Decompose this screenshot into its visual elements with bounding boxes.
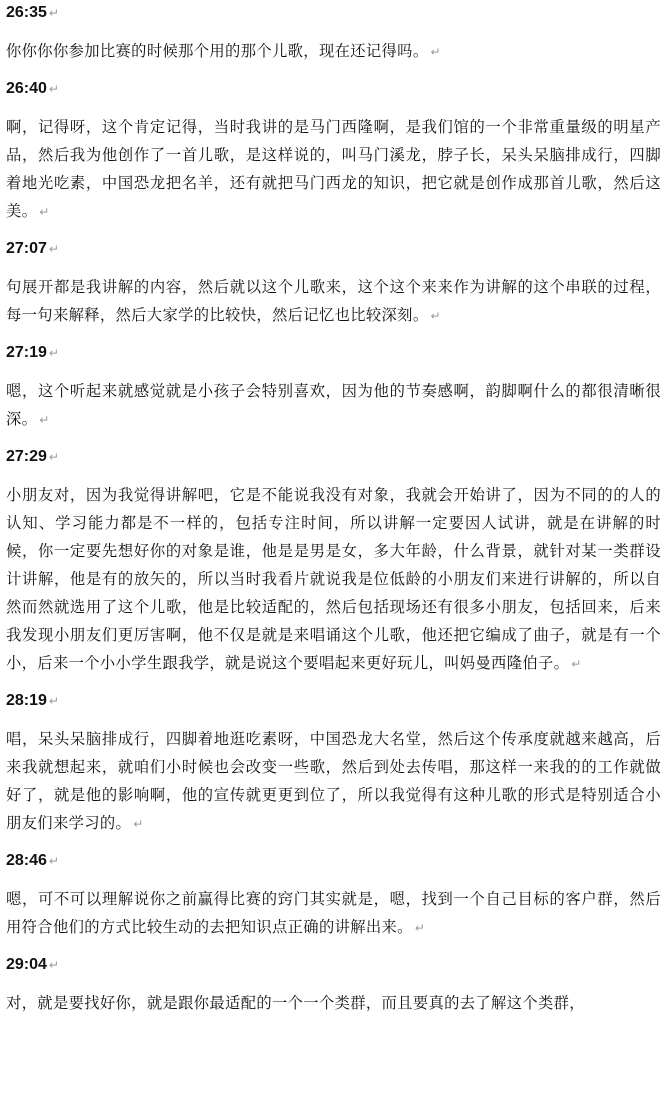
paragraph-mark-icon: ↵ [48, 82, 59, 96]
transcript-text-content: 唱，呆头呆脑排成行，四脚着地逛吃素呀，中国恐龙大名堂，然后这个传承度就越来越高，后来我就想起来，就咱们小时候也会改变一些歌，然后到处去传唱，那这样一来我的的工作就做好了，就是他的影响啊，他的宣传就更更到位了，所以我觉得有这种儿歌的形式是特别适合小朋友们来学习的。 [6, 730, 661, 832]
timestamp [6, 848, 661, 872]
paragraph-mark-icon: ↵ [48, 346, 59, 360]
transcript-text-content: 句展开都是我讲解的内容，然后就以这个儿歌来，这个这个来来作为讲解的这个串联的过程，每一句来解释，然后大家学的比较快，然后记忆也比较深刻。 [6, 278, 661, 324]
transcript-text [6, 113, 661, 226]
paragraph-mark-icon: ↵ [39, 413, 50, 427]
transcript-entry [6, 688, 661, 838]
transcript-text [6, 37, 661, 66]
timestamp-text: 27:19 [6, 344, 47, 361]
timestamp [6, 444, 661, 468]
timestamp [6, 952, 661, 976]
timestamp-text: 28:46 [6, 852, 47, 869]
paragraph-mark-icon: ↵ [48, 854, 59, 868]
transcript-text-content: 嗯，这个听起来就感觉就是小孩子会特别喜欢，因为他的节奏感啊，韵脚啊什么的都很清晰很深。 [6, 382, 661, 428]
paragraph-mark-icon: ↵ [571, 657, 582, 671]
transcript-entry [6, 952, 661, 1017]
transcript-text [6, 885, 661, 942]
timestamp-text: 28:19 [6, 692, 47, 709]
transcript-entry [6, 848, 661, 942]
timestamp-text: 26:35 [6, 4, 47, 21]
paragraph-mark-icon: ↵ [48, 6, 59, 20]
paragraph-mark-icon: ↵ [48, 694, 59, 708]
timestamp-text: 29:04 [6, 956, 47, 973]
transcript-entry [6, 340, 661, 434]
paragraph-mark-icon: ↵ [430, 309, 441, 323]
transcript-entry [6, 444, 661, 678]
paragraph-mark-icon: ↵ [48, 958, 59, 972]
timestamp [6, 688, 661, 712]
timestamp [6, 76, 661, 100]
timestamp [6, 340, 661, 364]
transcript-text [6, 725, 661, 838]
transcript-entry [6, 236, 661, 330]
transcript-text [6, 377, 661, 434]
transcript-entry [6, 76, 661, 226]
paragraph-mark-icon: ↵ [414, 921, 426, 935]
timestamp-text: 26:40 [6, 80, 47, 97]
transcript-text-content: 嗯，可不可以理解说你之前赢得比赛的窍门其实就是，嗯，找到一个自己目标的客户群，然后用符合他们的方式比较生动的去把知识点正确的讲解出来。 [6, 890, 661, 936]
transcript-text-content: 你你你你参加比赛的时候那个用的那个儿歌，现在还记得吗。 [6, 42, 429, 60]
transcript-text-content: 啊，记得呀，这个肯定记得，当时我讲的是马门西隆啊，是我们馆的一个非常重量级的明星产品，然后我为他创作了一首儿歌，是这样说的，叫马门溪龙，脖子长，呆头呆脑排成行，四脚着地光吃素，中国恐龙把名羊，还有就把马门西龙的知识，把它就是创作成那首儿歌，然后这美。 [6, 118, 661, 220]
timestamp-text: 27:29 [6, 448, 47, 465]
paragraph-mark-icon: ↵ [430, 45, 441, 59]
transcript-entry [6, 0, 661, 66]
paragraph-mark-icon: ↵ [39, 205, 50, 219]
transcript-text-content: 对，就是要找好你，就是跟你最适配的一个一个类群，而且要真的去了解这个类群， [6, 994, 585, 1012]
paragraph-mark-icon: ↵ [48, 450, 59, 464]
timestamp [6, 236, 661, 260]
timestamp [6, 0, 661, 24]
transcript-text [6, 273, 661, 330]
paragraph-mark-icon: ↵ [48, 242, 59, 256]
timestamp-text: 27:07 [6, 240, 47, 257]
paragraph-mark-icon: ↵ [133, 817, 144, 831]
transcript-text [6, 481, 661, 678]
transcript-text [6, 989, 661, 1017]
transcript-text-content: 小朋友对，因为我觉得讲解吧，它是不能说我没有对象，我就会开始讲了，因为不同的的人的认知、学习能力都是不一样的，包括专注时间，所以讲解一定要因人试讲，就是在讲解的时候，你一定要先想好你的对象是谁，他是是男是女，多大年龄，什么背景，就针对某一类群设计讲解，他是有的放矢的，所以当时我看片就说我是位低龄的小朋友们来进行讲解的，所以自然而然就选用了这个儿歌，他是比较适配的，然后包括现场还有很多小朋友，包括回来，后来我发现小朋友们更厉害啊，他不仅是就是来唱诵这个儿歌，他还把它编成了曲子，就是有一个小，后来一个小小学生跟我学，就是说这个要唱起来更好玩儿，叫妈曼西隆伯子。 [6, 486, 661, 672]
